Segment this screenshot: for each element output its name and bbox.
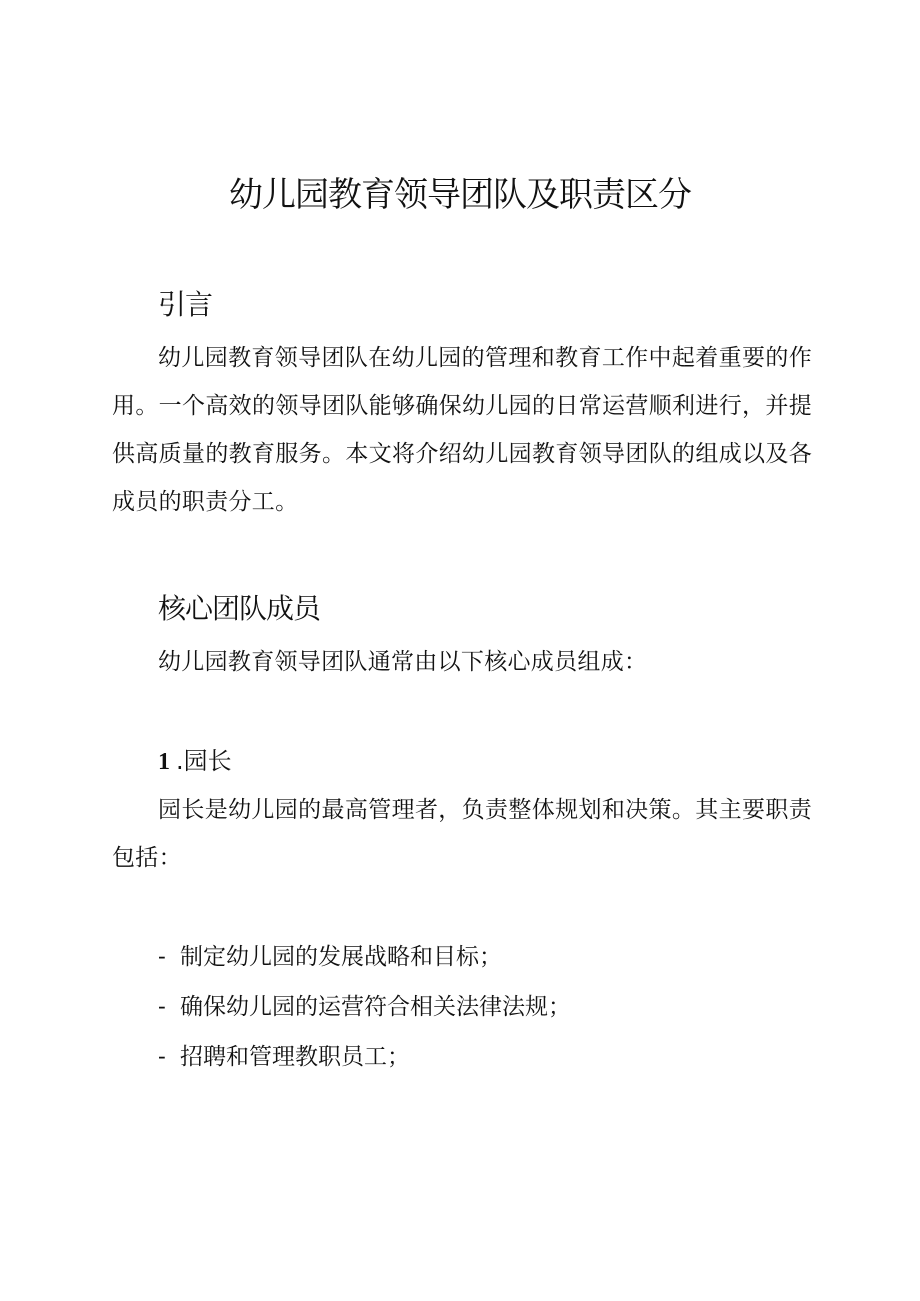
principal-duties-list xyxy=(158,932,571,1082)
intro-paragraph: 幼儿园教育领导团队在幼儿园的管理和教育工作中起着重要的作用。一个高效的领导团队能够确保幼儿园的日常运营顺利进行，并提供高质量的教育服务。本文将介绍幼儿园教育领导团队的组成以及各成员的职责分工。 xyxy=(112,345,812,515)
list-item xyxy=(158,932,571,982)
list-item-text: 确保幼儿园的运营符合相关法律法规； xyxy=(180,994,571,1020)
list-item-text: 制定幼儿园的发展战略和目标； xyxy=(180,944,502,970)
section-heading-intro: 引言 xyxy=(158,288,213,321)
list-item-text: 招聘和管理教职员工； xyxy=(180,1044,410,1070)
subsection-number: 1 xyxy=(158,749,170,775)
bullet-dash: - xyxy=(158,994,166,1020)
core-team-paragraph: 幼儿园教育领导团队通常由以下核心成员组成： xyxy=(158,649,648,675)
section-heading-core-team: 核心团队成员 xyxy=(158,592,321,625)
list-item xyxy=(158,1032,571,1082)
list-item xyxy=(158,982,571,1032)
document-title: 幼儿园教育领导团队及职责区分 xyxy=(229,175,691,215)
bullet-dash: - xyxy=(158,1044,166,1070)
subsection-heading-principal xyxy=(158,744,232,779)
principal-paragraph: 园长是幼儿园的最高管理者，负责整体规划和决策。其主要职责包括： xyxy=(112,797,812,871)
bullet-dash: - xyxy=(158,944,166,970)
subsection-title: .园长 xyxy=(176,747,232,775)
